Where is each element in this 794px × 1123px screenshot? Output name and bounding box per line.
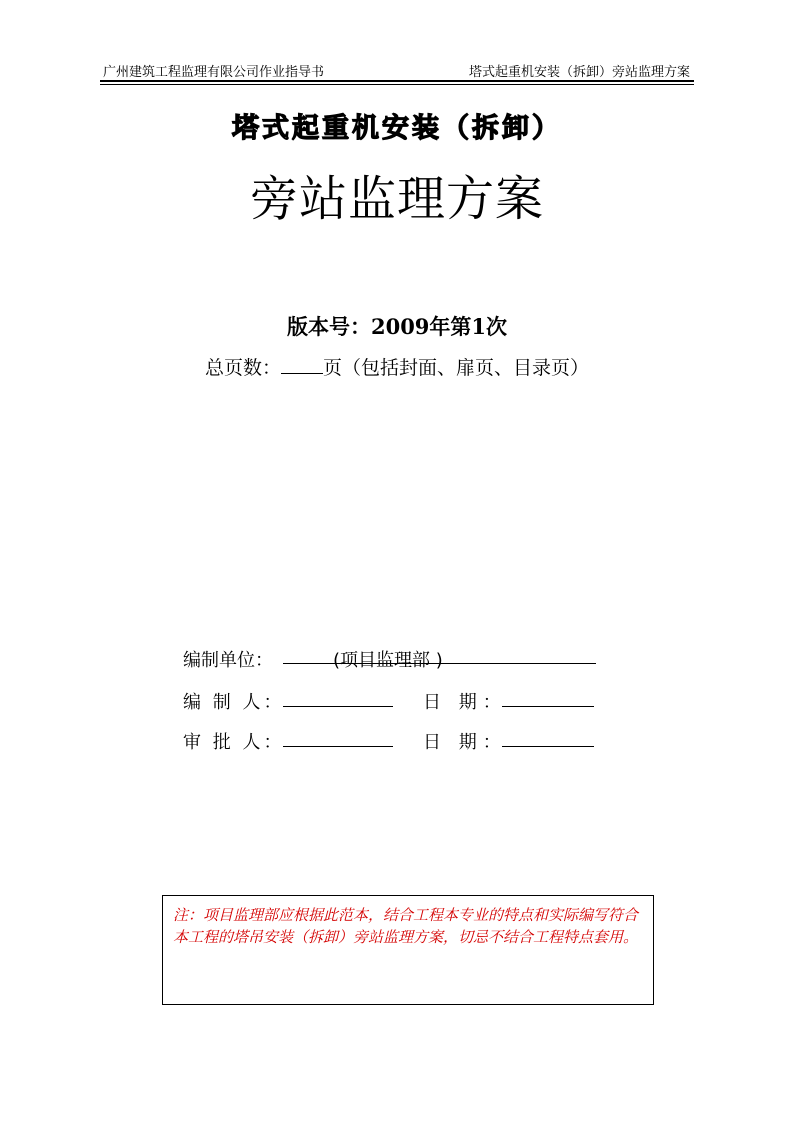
editor-label: 编 制 人：	[183, 692, 285, 713]
approver-date-label: 日 期：	[423, 732, 507, 753]
editor-line[interactable]	[283, 706, 393, 707]
total-pages-line	[0, 353, 794, 380]
header-right-text: 塔式起重机安装（拆卸）旁站监理方案	[468, 65, 690, 80]
approver-date-line[interactable]	[502, 746, 594, 747]
compile-unit-line[interactable]	[283, 663, 596, 664]
editor-date-line[interactable]	[502, 706, 594, 707]
note-text: 注：项目监理部应根据此范本，结合工程本专业的特点和实际编写符合本工程的塔吊安装（拆卸）旁站监理方案，切忌不结合工程特点套用。	[173, 906, 639, 946]
total-pages-label: 总页数：	[204, 357, 281, 379]
compile-unit-value: (项目监理部 )	[333, 650, 443, 671]
total-pages-blank[interactable]	[281, 355, 323, 374]
cover-subtitle: 塔式起重机安装（拆卸）	[232, 113, 562, 144]
total-pages-suffix: 页（包括封面、扉页、目录页）	[323, 357, 590, 379]
approver-line[interactable]	[283, 746, 393, 747]
approver-label: 审 批 人：	[183, 732, 285, 753]
compile-unit-label: 编制单位：	[183, 650, 273, 671]
editor-date-label: 日 期：	[423, 692, 507, 713]
note-box	[162, 895, 654, 1005]
header-rule-thin	[100, 84, 694, 85]
header-left-text: 广州建筑工程监理有限公司作业指导书	[103, 65, 325, 80]
version-line: 版本号：2009年第1次	[286, 314, 508, 339]
header-rule-thick	[100, 80, 694, 82]
cover-title: 旁站监理方案	[249, 171, 544, 227]
